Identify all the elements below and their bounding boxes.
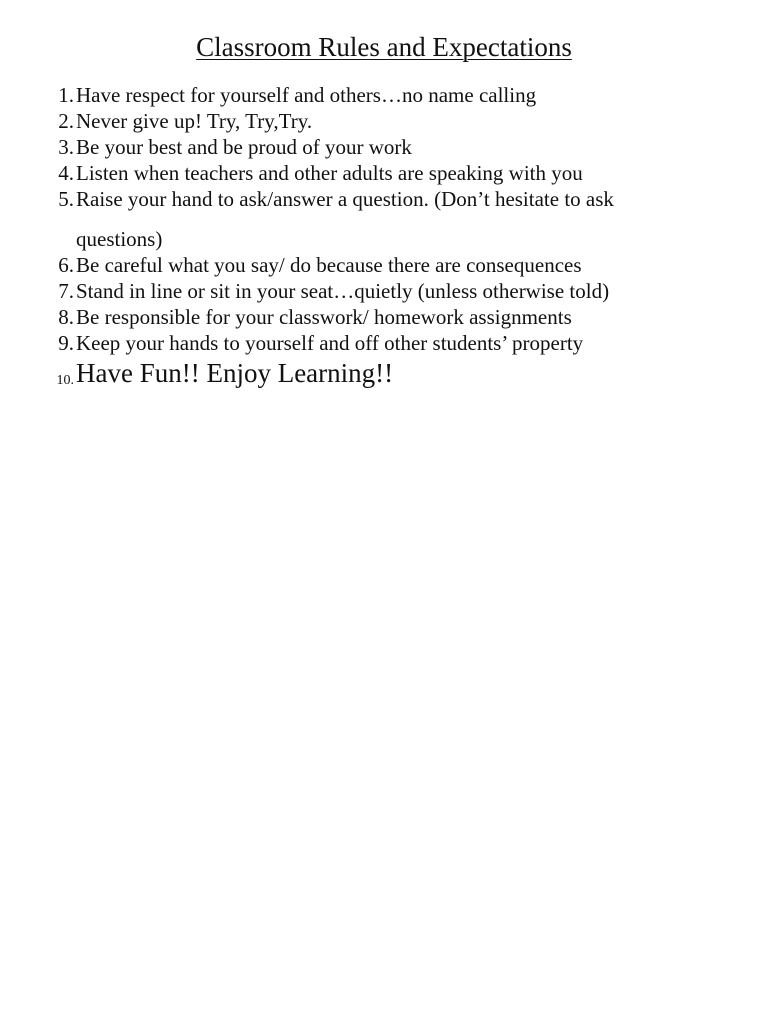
list-item-text: Have respect for yourself and others…no name calling: [76, 83, 537, 107]
rules-list: [0, 82, 768, 396]
list-item-text: Stand in line or sit in your seat…quietly (unless otherwise told): [76, 279, 610, 303]
list-item: [0, 278, 768, 304]
page-title: [0, 30, 768, 64]
list-item: [0, 108, 768, 134]
list-item: [0, 330, 768, 356]
list-item-number: 2.: [58, 109, 74, 133]
list-item-number: 8.: [58, 305, 74, 329]
list-item-number: 4.: [58, 161, 74, 185]
list-item: [0, 82, 768, 108]
page-title-text: Classroom Rules and Expectations: [196, 32, 572, 62]
list-item-text-line-1: Raise your hand to ask/answer a question. (Don’t hesitate to ask: [76, 187, 614, 211]
list-item-text: Be responsible for your classwork/ homework assignments: [76, 305, 572, 329]
list-item-number: 5.: [58, 187, 74, 211]
list-item-number: 7.: [58, 279, 74, 303]
list-item: [0, 134, 768, 160]
list-item-number: 1.: [58, 83, 74, 107]
list-item: [0, 160, 768, 186]
list-item: [0, 186, 768, 252]
list-item-number: 3.: [58, 135, 74, 159]
list-item-text: Listen when teachers and other adults are speaking with you: [76, 161, 583, 185]
list-item-text: Be careful what you say/ do because there are consequences: [76, 253, 582, 277]
list-item-text: Never give up! Try, Try,Try.: [76, 109, 313, 133]
list-item: [0, 304, 768, 330]
list-item-text: Be your best and be proud of your work: [76, 135, 412, 159]
list-item-number: 9.: [58, 331, 74, 355]
list-item: [0, 360, 768, 396]
list-item-number: 6.: [58, 253, 74, 277]
list-item-number: 10.: [56, 373, 74, 388]
list-item: [0, 252, 768, 278]
list-item-text-line-2: questions): [76, 227, 163, 251]
list-item-text: Have Fun!! Enjoy Learning!!: [76, 358, 394, 388]
list-item-text: Keep your hands to yourself and off other students’ property: [76, 331, 584, 355]
list-item-text: [76, 186, 726, 252]
